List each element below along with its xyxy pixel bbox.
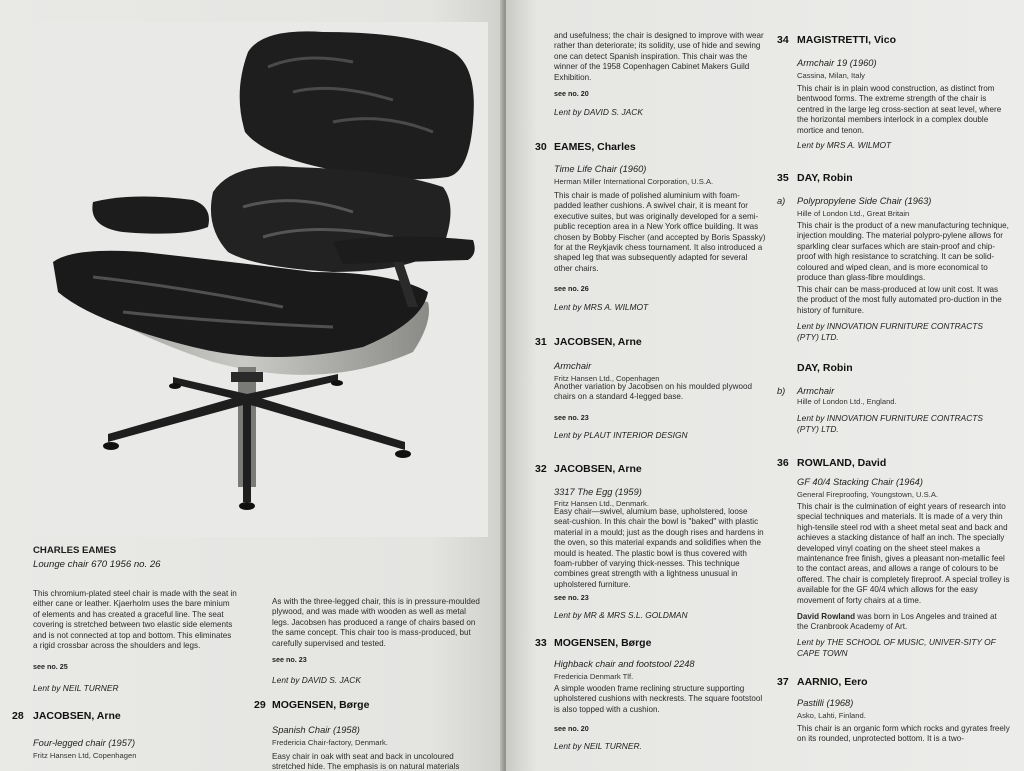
entry-33-see-reference: see no. 20	[554, 724, 589, 733]
entry-34-designer: MAGISTRETTI, Vico	[797, 34, 896, 46]
entry-36-bio-text: was born in Los Angeles and trained at the Cranbrook Academy of Art.	[797, 612, 997, 632]
right-page	[506, 0, 1024, 771]
entry-36-title: GF 40/4 Stacking Chair (1964)	[797, 477, 923, 487]
entry-28-maker: Fritz Hansen Ltd, Copenhagen	[33, 751, 137, 760]
entry-36-description: This chair is the culmination of eight years of research into special techniques and materials. It is made of a very thin high-tensile steel rod with a sheet metal seat and back and achieves a stacking distance of half an inch. The specially developed vinyl coating on the sheet steel makes a maintenance free finish, gives a pleasant non-metallic feel to the contact areas, and allows a range of colours to be offered. The chair is completely fireproof. A special trolley is available for the GF 40/4 which allows for the easy movement of forty chairs at a time.	[797, 502, 1010, 605]
entry-37-designer: AARNIO, Eero	[797, 676, 868, 688]
col1-see-reference: see no. 25	[33, 662, 68, 671]
caption-chair-title: Lounge chair 670 1956 no. 26	[33, 559, 161, 570]
col1-lent-by: Lent by NEIL TURNER	[33, 683, 119, 693]
continued-description: and usefulness; the chair is designed to improve with wear rather than deteriorate; its solidity, use of hide and sewing one can detect Spanish inspiration. This chair was the winner of the 1958 Copenhagen Cabinet Makers Guild Exhibition.	[554, 31, 764, 82]
entry-33-lent-by: Lent by NEIL TURNER.	[554, 741, 642, 751]
entry-32-see-reference: see no. 23	[554, 593, 589, 602]
entry-33-description: A simple wooden frame reclining structure supporting upholstered cushions with neckrests. The square footstool is also topped with a cushion.	[554, 684, 763, 714]
entry-37-title: Pastilli (1968)	[797, 698, 854, 708]
entry-30-maker: Herman Miller International Corporation, U.S.A.	[554, 177, 714, 186]
lounge-chair-photo	[33, 22, 488, 537]
entry-30-lent-by: Lent by MRS A. WILMOT	[554, 302, 649, 312]
entry-28-title: Four-legged chair (1957)	[33, 738, 136, 748]
entry-32-description: Easy chair—swivel, alumium base, upholstered, loose seat-cushion. In this chair the bowl is "baked" with plastic material in a mould; just as the dough rises and hardens in the oven, so this material expands and solidifies when the mould is heated. The plastic bowl is thus covered with foam-rubber of varying thick-nesses. This technique combines great strength with a lightness unusual in upholstered furniture.	[554, 507, 764, 589]
entry-35-number: 35	[777, 172, 789, 184]
entry-31-see-reference: see no. 23	[554, 413, 589, 422]
entry-36-maker: General Fireproofing, Youngstown, U.S.A.	[797, 490, 938, 499]
lounge-chair-illustration	[33, 22, 488, 537]
continued-lent-by: Lent by DAVID S. JACK	[554, 107, 643, 117]
entry-36-biography	[797, 612, 1010, 633]
entry-37-number: 37	[777, 676, 789, 688]
entry-33-title: Highback chair and footstool 2248	[554, 659, 695, 669]
entry-29-description: Easy chair in oak with seat and back in uncoloured stretched hide. The emphasis is on natural materials	[272, 752, 460, 771]
entry-33-designer: MOGENSEN, Børge	[554, 637, 652, 649]
entry-34-lent-by: Lent by MRS A. WILMOT	[797, 140, 892, 150]
entry-29-title: Spanish Chair (1958)	[272, 725, 360, 735]
entry-37-description: This chair is an organic form which rocks and gyrates freely on its rounded, unprotected bottom. It is a two-	[797, 724, 1010, 744]
col2-see-reference: see no. 23	[272, 655, 307, 664]
entry-30-designer: EAMES, Charles	[554, 141, 636, 153]
entry-29-number: 29	[254, 699, 266, 711]
entry-35-designer: DAY, Robin	[797, 172, 853, 184]
entry-35-bullet-a: a)	[777, 196, 786, 206]
entry-30-number: 30	[535, 141, 547, 153]
entry-32-title: 3317 The Egg (1959)	[554, 487, 642, 497]
entry-31-maker: Fritz Hansen Ltd., Copenhagen	[554, 374, 660, 383]
entry-30-description: This chair is made of polished aluminium with foam-padded leather cushions. A swivel chair, it is meant for executive suites, but was originally developed for a semi-public reception area in a New York office building. It was chosen by Bobby Fischer (and accepted by Boris Spassky) for at the Reykjavik chess tournament. It also introduced a shaped leg that was subsequently adapted for several other chairs.	[554, 191, 766, 273]
continued-see-reference: see no. 20	[554, 89, 589, 98]
entry-36-lent-by: Lent by THE SCHOOL OF MUSIC, UNIVER-SITY OF CAPE TOWN	[797, 637, 996, 658]
entry-35a-description: This chair is the product of a new manufacturing technique, injection moulding. The material polypro-pylene allows for sparkling clear surfaces which are stain-proof and chip-proof with high resistance to scratching. It can be solid-coloured and wiped clean, and is more economical to produce than glass-fibre mouldings.	[797, 221, 1009, 283]
entry-31-lent-by: Lent by PLAUT INTERIOR DESIGN	[554, 430, 688, 440]
col1-description: This chromium-plated steel chair is made with the seat in either cane or leather. Kjaerholm uses the bare minium of elements and has created a graceful line. The seat covering is stretched between two elastic side elements and is not connected at top and bottom. This eliminates a rigid crossbar across the shoulders and legs.	[33, 589, 237, 651]
entry-31-designer: JACOBSEN, Arne	[554, 336, 642, 348]
entry-31-number: 31	[535, 336, 547, 348]
entry-35-bullet-b: b)	[777, 386, 786, 396]
entry-34-number: 34	[777, 34, 789, 46]
entry-31-title: Armchair	[554, 361, 592, 371]
entry-35b-designer: DAY, Robin	[797, 362, 853, 374]
entry-35b-maker: Hille of London Ltd., England.	[797, 397, 897, 406]
entry-36-designer: ROWLAND, David	[797, 457, 887, 469]
entry-32-number: 32	[535, 463, 547, 475]
entry-35b-lent-by: Lent by INNOVATION FURNITURE CONTRACTS (PTY) LTD.	[797, 413, 983, 434]
left-page	[0, 0, 506, 771]
entry-33-number: 33	[535, 637, 547, 649]
entry-29-designer: MOGENSEN, Børge	[272, 699, 370, 711]
entry-34-maker: Cassina, Milan, Italy	[797, 71, 865, 80]
entry-35b-title: Armchair	[797, 386, 835, 396]
entry-30-see-reference: see no. 26	[554, 284, 589, 293]
entry-32-lent-by: Lent by MR & MRS S.L. GOLDMAN	[554, 610, 688, 620]
entry-32-designer: JACOBSEN, Arne	[554, 463, 642, 475]
entry-32-maker: Fritz Hansen Ltd., Denmark.	[554, 499, 649, 508]
entry-35a-description-continued: This chair can be mass-produced at low unit cost. It was the product of the most fully automated pro-duction in the history of furniture.	[797, 285, 1002, 315]
entry-35a-title: Polypropylene Side Chair (1963)	[797, 196, 932, 206]
entry-31-description: Another variation by Jacobsen on his moulded plywood chairs on a standard 4-legged base.	[554, 382, 752, 402]
entry-28-designer: JACOBSEN, Arne	[33, 710, 121, 722]
entry-34-description: This chair is in plain wood construction, as distinct from bentwood forms. The extreme strength of the chair is centred in the large leg cross-section at seat level, where the horizontal members interlock in a complex double mortice and tenon.	[797, 84, 1002, 135]
entry-30-title: Time Life Chair (1960)	[554, 164, 647, 174]
col2-lent-by: Lent by DAVID S. JACK	[272, 675, 361, 685]
caption-designer: CHARLES EAMES	[33, 545, 117, 556]
entry-29-maker: Fredericia Chair-factory, Denmark.	[272, 738, 388, 747]
entry-35a-maker: Hille of London Ltd., Great Britain	[797, 209, 910, 218]
entry-35a-lent-by: Lent by INNOVATION FURNITURE CONTRACTS (PTY) LTD.	[797, 321, 983, 342]
entry-36-bio-name: David Rowland	[797, 612, 856, 621]
entry-34-title: Armchair 19 (1960)	[797, 58, 877, 68]
entry-28-number: 28	[12, 710, 24, 722]
col2-description: As with the three-legged chair, this is in pressure-moulded plywood, and was made with wooden as well as metal legs. Jacobsen has produced a range of chairs based on the same concept. This chair too is mass-produced, but carefully supervised and tested.	[272, 597, 480, 648]
entry-37-maker: Asko, Lahti, Finland.	[797, 711, 866, 720]
entry-36-number: 36	[777, 457, 789, 469]
entry-33-maker: Fredericia Denmark Tlf.	[554, 672, 634, 681]
